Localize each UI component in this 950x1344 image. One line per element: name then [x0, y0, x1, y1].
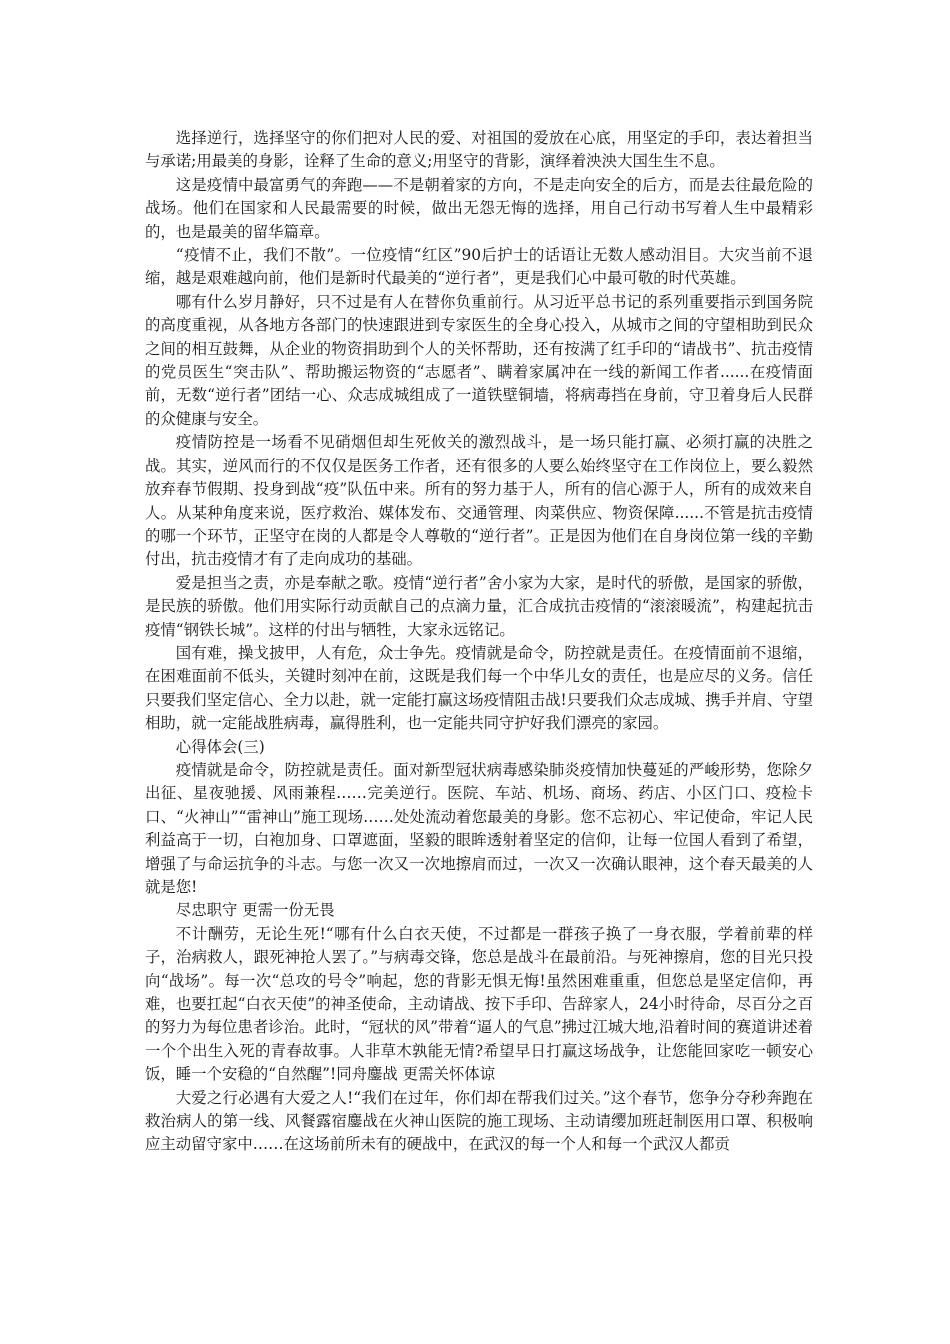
paragraph-4: 哪有什么岁月静好，只不过是有人在替你负重前行。从习近平总书记的系列重要指示到国务院的高度重视，从各地方各部门的快速跟进到专家医生的全身心投入，从城市之间的守望相助到民众之间的相互鼓舞，从企业的物资捐助到个人的关怀帮助，还有按满了红手印的“请战书”、抗击疫情的党员医生“突击队”、帮助搬运物资的“志愿者”、瞒着家属冲在一线的新闻工作者......在疫情面前，无数“逆行者”团结一心、众志成城组成了一道铁壁铜墙，将病毒挡在身前，守卫着身后人民群的众健康与安全。	[145, 292, 813, 428]
paragraph-1: 选择逆行，选择坚守的你们把对人民的爱、对祖国的爱放在心底，用坚定的手印，表达着担当与承诺;用最美的身影，诠释了生命的意义;用坚守的背影，演绎着泱泱大国生生不息。	[145, 129, 813, 171]
section-heading-experience-3: 心得体会(三)	[175, 737, 265, 756]
paragraph-3: “疫情不止，我们不散”。一位疫情“红区”90后护士的话语让无数人感动泪目。大灾当前不退缩，越是艰难越向前，他们是新时代最美的“逆行者”，更是我们心中最可敬的时代英雄。	[145, 246, 813, 288]
paragraph-7: 国有难，操戈披甲，人有危，众士争先。疫情就是命令，防控就是责任。在疫情面前不退缩，在困难面前不低头，关键时刻冲在前，这既是我们每一个中华儿女的责任，也是应尽的义务。信任只要我们坚定信心、全力以赴，就一定能打赢这场疫情阻击战!只要我们众志成城、携手并肩、守望相助，就一定能战胜病毒，赢得胜利，也一定能共同守护好我们漂亮的家园。	[145, 643, 813, 733]
paragraph-10: 大爱之行必遇有大爱之人!“我们在过年，你们却在帮我们过关。”这个春节，您争分夺秒奔跑在救治病人的第一线、风餐露宿鏖战在火神山医院的施工现场、主动请缨加班赶制医用口罩、积极响应主动留守家中……在这场前所未有的硬战中，在武汉的每一个人和每一个武汉人都贡	[145, 1088, 813, 1154]
paragraph-5: 疫情防控是一场看不见硝烟但却生死攸关的激烈战斗，是一场只能打赢、必须打赢的决胜之战。其实，逆风而行的不仅仅是医务工作者，还有很多的人要么始终坚守在工作岗位上，要么毅然放弃春节假期、投身到战“疫”队伍中来。所有的努力基于人，所有的信心源于人，所有的成效来自人。从某种角度来说，医疗救治、媒体发布、交通管理、肉菜供应、物资保障......不管是抗击疫情的哪一个环节，正坚守在岗的人都是令人尊敬的“逆行者”。正是因为他们在自身岗位第一线的辛勤付出，抗击疫情才有了走向成功的基础。	[145, 433, 813, 569]
paragraph-9: 不计酬劳，无论生死!“哪有什么白衣天使，不过都是一群孩子换了一身衣服，学着前辈的样子，治病救人，跟死神抢人罢了。”与病毒交锋，您总是战斗在最前沿。与死神擦肩，您的目光只投向“战场”。每一次“总攻的号令”响起，您的背影无惧无悔!虽然困难重重，但您总是坚定信仰，再难，也要扛起“白衣天使”的神圣使命，主动请战、按下手印、告辞家人，24小时待命，尽百分之百的努力为每位患者诊治。此时，“冠状的风”带着“逼人的气息”拂过江城大地,沿着时间的赛道讲述着一个个出生入死的青春故事。人非草木孰能无情?希望早日打赢这场战争，让您能回家吃一顿安心饭，睡一个安稳的“自然醒”!同舟鏖战 更需关怀体谅	[145, 924, 813, 1084]
paragraph-8: 疫情就是命令，防控就是责任。面对新型冠状病毒感染肺炎疫情加快蔓延的严峻形势，您除夕出征、星夜驰援、风雨兼程……完美逆行。医院、车站、机场、商场、药店、小区门口、疫检卡口、“火神山”“雷神山”施工现场……处处流动着您最美的身影。您不忘初心、牢记使命，牢记人民利益高于一切，白袍加身、口罩遮面，坚毅的眼眸透射着坚定的信仰，让每一位国人看到了希望，增强了与命运抗争的斗志。与您一次又一次地擦肩而过，一次又一次确认眼神，这个春天最美的人就是您!	[145, 760, 813, 896]
document-page	[145, 127, 813, 1157]
paragraph-6: 爱是担当之责，亦是奉献之歌。疫情“逆行者”舍小家为大家，是时代的骄傲，是国家的骄傲，是民族的骄傲。他们用实际行动贡献自己的点滴力量，汇合成抗击疫情的“滚滚暖流”，构建起抗击疫情“钢铁长城”。这样的付出与牺牲，大家永远铭记。	[145, 573, 813, 639]
subheading-duty: 尽忠职守 更需一份无畏	[175, 901, 335, 920]
paragraph-2: 这是疫情中最富勇气的奔跑——不是朝着家的方向，不是走向安全的后方，而是去往最危险的战场。他们在国家和人民最需要的时候，做出无怨无悔的选择，用自己行动书写着人生中最精彩的，也是最美的留华篇章。	[145, 175, 813, 241]
